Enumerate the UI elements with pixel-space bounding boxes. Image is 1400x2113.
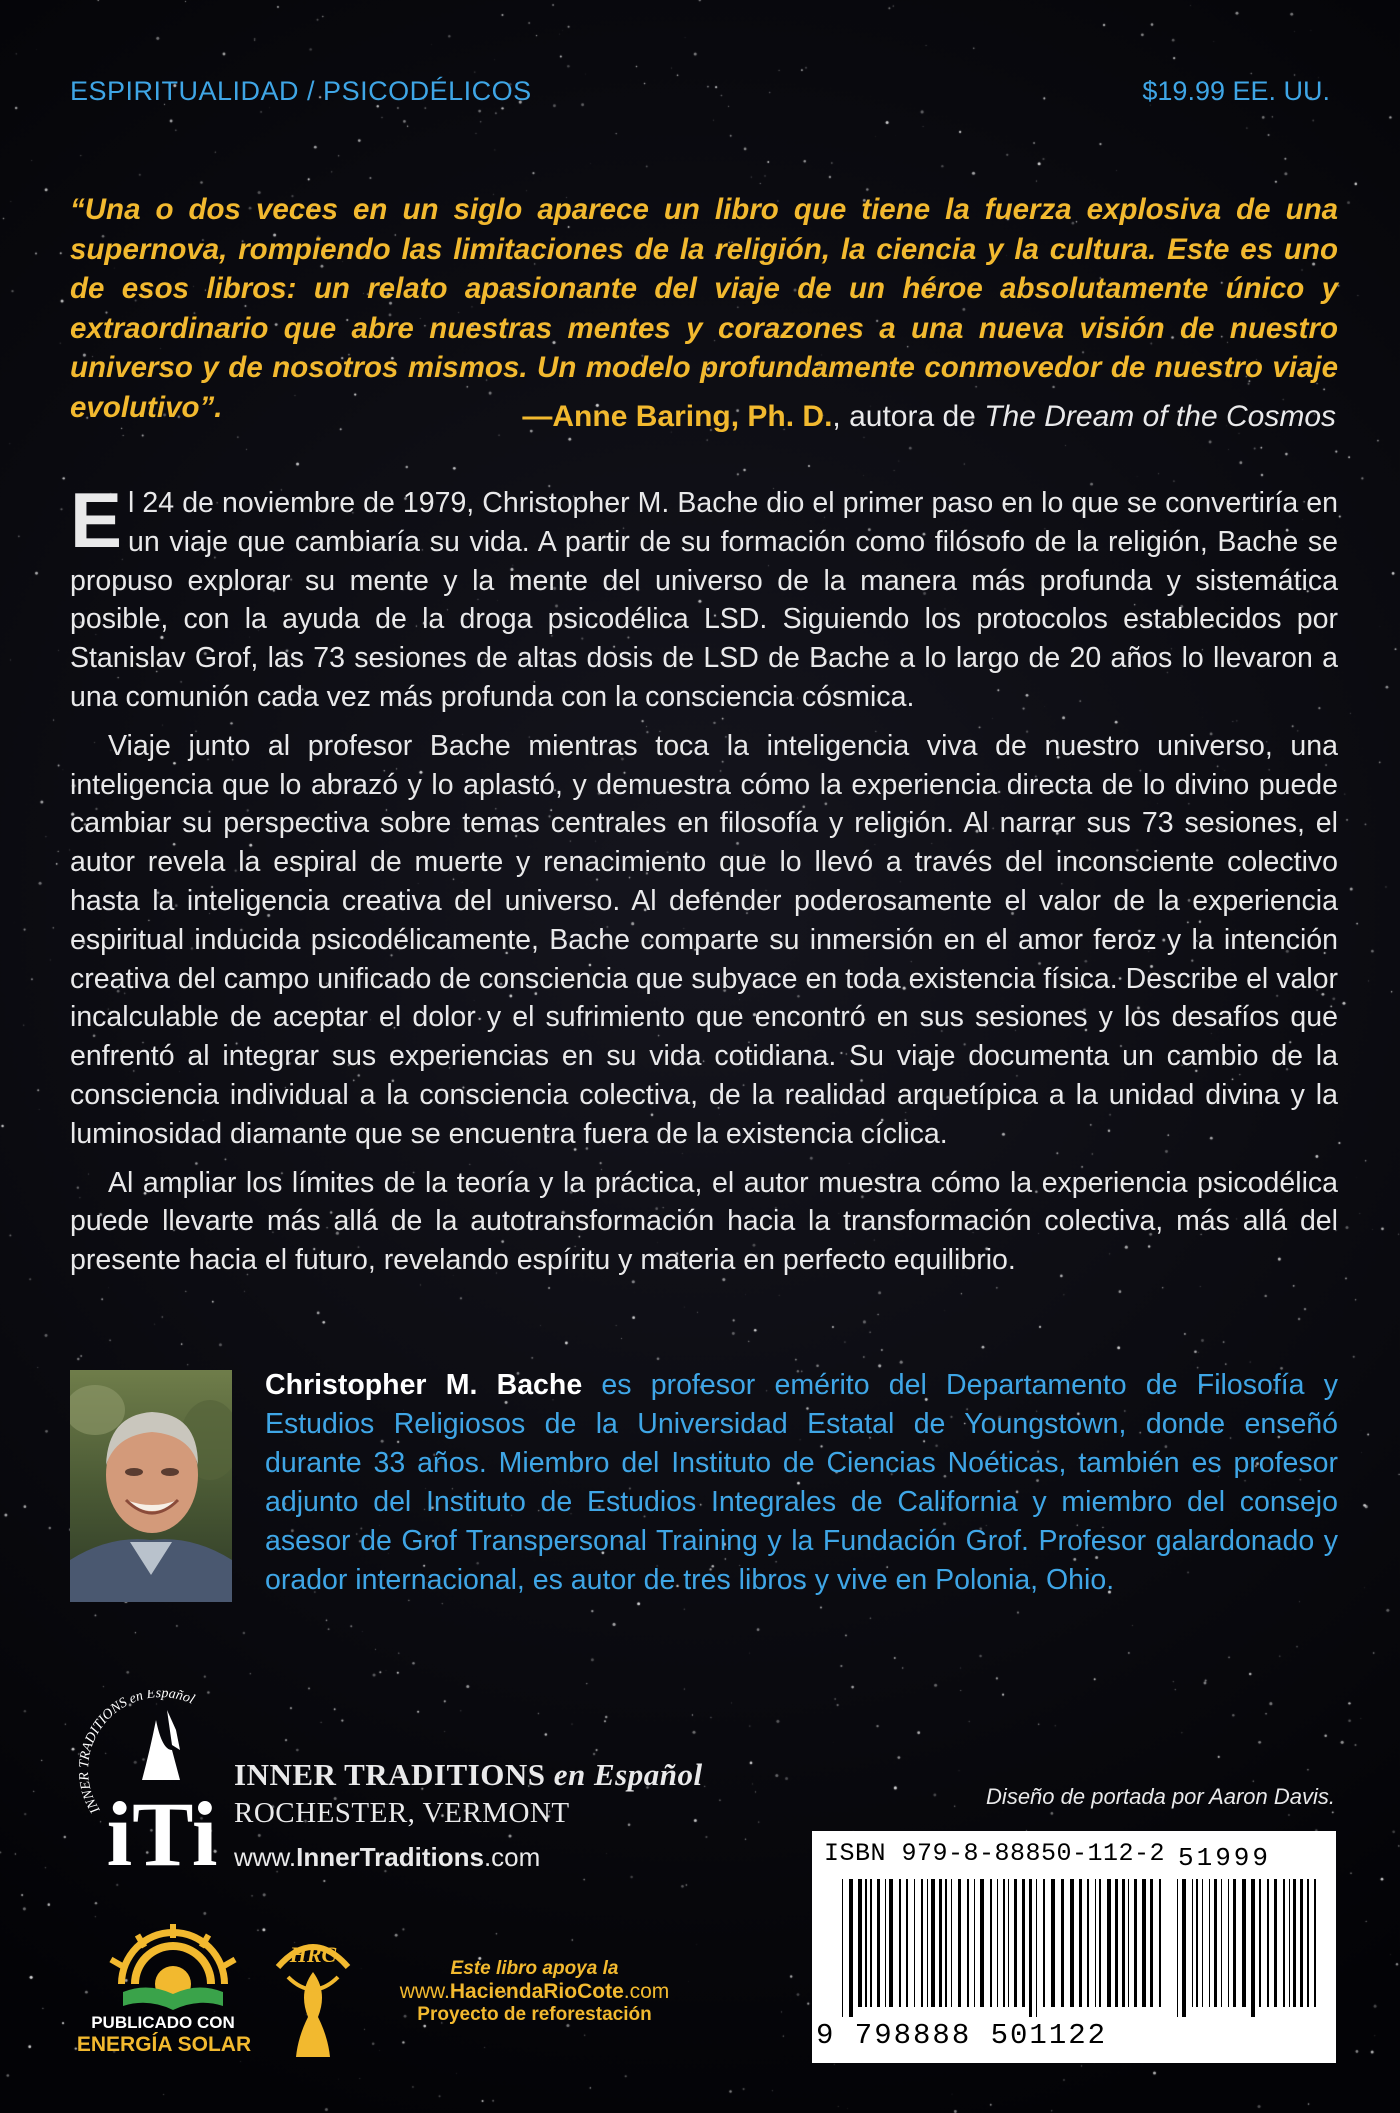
support-line1: Este libro apoya la	[450, 1958, 619, 1979]
publisher-city: ROCHESTER, VERMONT	[234, 1797, 570, 1829]
author-bio-text: es profesor emérito del Departamento de Filosofía y Estudios Religiosos de la Universidad Estatal de Youngstown, donde enseñó durante 33 años. Miembro del Instituto de Ciencias Noéticas, también es profesor adjunto del Instituto de Estudios Integrales de California y miembro del consejo asesor de Grof Transpersonal Training y la Fundación Grof. Profesor galardonado y orador internacional, es autor de tres libros y vive en Polonia, Ohio.	[265, 1369, 1338, 1596]
support-line3: Proyecto de reforestación	[417, 2004, 652, 2025]
header-bar	[70, 76, 1330, 116]
quote-attribution	[522, 400, 1336, 434]
author-bio	[265, 1366, 1338, 1600]
reforestation-support	[382, 1958, 687, 2026]
description-paragraph-3: Al ampliar los límites de la teoría y la práctica, el autor muestra cómo la experiencia psicodélica puede llevarte más allá de la autotransformación hacia la transformación colectiva, más allá del presente hacia el futuro, revelando espíritu y materia en perfecto equilibrio.	[70, 1166, 1338, 1277]
drop-cap: E	[70, 476, 123, 564]
inner-traditions-logo	[72, 1690, 257, 1880]
quote-book-title: The Dream of the Cosmos	[984, 400, 1336, 433]
hrc-logo	[268, 1922, 358, 2062]
barcode-addon	[1177, 1879, 1317, 2019]
author-photo	[70, 1370, 232, 1602]
hrc-letters: HRC	[289, 1942, 337, 1967]
description-paragraph-2: Viaje junto al profesor Bache mientras toca la inteligencia viva de nuestro universo, una inteligencia que lo abrazó y lo aplastó, y demuestra cómo la experiencia directa de lo divino puede cambiar su perspectiva sobre temas centrales en filosofía y religión. Al narrar sus 73 sesiones, el autor revela la espiral de muerte y renacimiento que lo llevó a través del inconsciente colectivo hasta la inteligencia creativa del universo. Al defender poderosamente el valor de la experiencia espiritual inducida psicodélicamente, Bache comparte su inmersión en el amor feroz y la intención creativa del campo unificado de consciencia que subyace en toda existencia física. Describe el valor incalculable de aceptar el dolor y el sufrimiento que encontró en sus sesiones y los desafíos que enfrentó al integrar sus experiencias en su vida cotidiana. Su viaje documenta un cambio de la consciencia individual a la consciencia colectiva, de la realidad arquetípica a la unidad divina y la luminosidad diamante que se encuentra fuera de la existencia cíclica.	[70, 729, 1338, 1150]
author-name: Christopher M. Bache	[265, 1369, 583, 1401]
price-code: 51999	[1178, 1843, 1272, 1873]
quote-author-role: , autora de	[832, 400, 985, 433]
cover-designer-credit: Diseño de portada por Aaron Davis.	[986, 1784, 1335, 1809]
logo-letters: iTi	[106, 1783, 218, 1880]
solar-badge-line1: PUBLICADO CON	[91, 2013, 235, 2032]
publisher-name: INNER TRADITIONS en Español	[234, 1757, 703, 1792]
price-label: $19.99 EE. UU.	[1142, 76, 1330, 106]
logo-arc-text: INNER TRADITIONS en Español	[76, 1690, 197, 1816]
isbn-barcode	[812, 1831, 1336, 2063]
quote-author: —Anne Baring, Ph. D.	[522, 400, 833, 433]
publisher-website[interactable]: www.InnerTraditions.com	[234, 1842, 541, 1872]
category-label: ESPIRITUALIDAD / PSICODÉLICOS	[70, 76, 532, 106]
book-description	[70, 476, 1338, 1290]
barcode-digits: 9 798888 501122	[816, 2019, 1108, 2052]
isbn-label: ISBN 979-8-88850-112-2	[824, 1839, 1166, 1868]
solar-badge-line2: ENERGÍA SOLAR	[76, 2033, 252, 2056]
barcode-main	[842, 1879, 1162, 2019]
description-paragraph-1: El 24 de noviembre de 1979, Christopher M. Bache dio el primer paso en lo que se convertiría en un viaje que cambiaría su vida. A partir de su formación como filósofo de la religión, Bache se propuso explorar su mente y la mente del universo de la manera más profunda y sistemática posible, con la ayuda de la droga psicodélica LSD. Siguiendo los protocolos establecidos por Stanislav Grof, las 73 sesiones de altas dosis de LSD de Bache a lo largo de 20 años lo llevaron a una comunión cada vez más profunda con la consciencia cósmica.	[70, 476, 1338, 713]
endorsement-quote: “Una o dos veces en un siglo aparece un libro que tiene la fuerza explosiva de una supernova, rompiendo las limitaciones de la religión, la ciencia y la cultura. Este es uno de esos libros: un relato apasionante del viaje de un héroe absolutamente único y extraordinario que abre nuestras mentes y corazones a una nueva visión de nuestro universo y de nosotros mismos. Un modelo profundamente conmovedor de nuestro viaje evolutivo”.	[70, 193, 1338, 424]
support-website[interactable]: www.HaciendaRioCote.com	[399, 1980, 670, 2003]
